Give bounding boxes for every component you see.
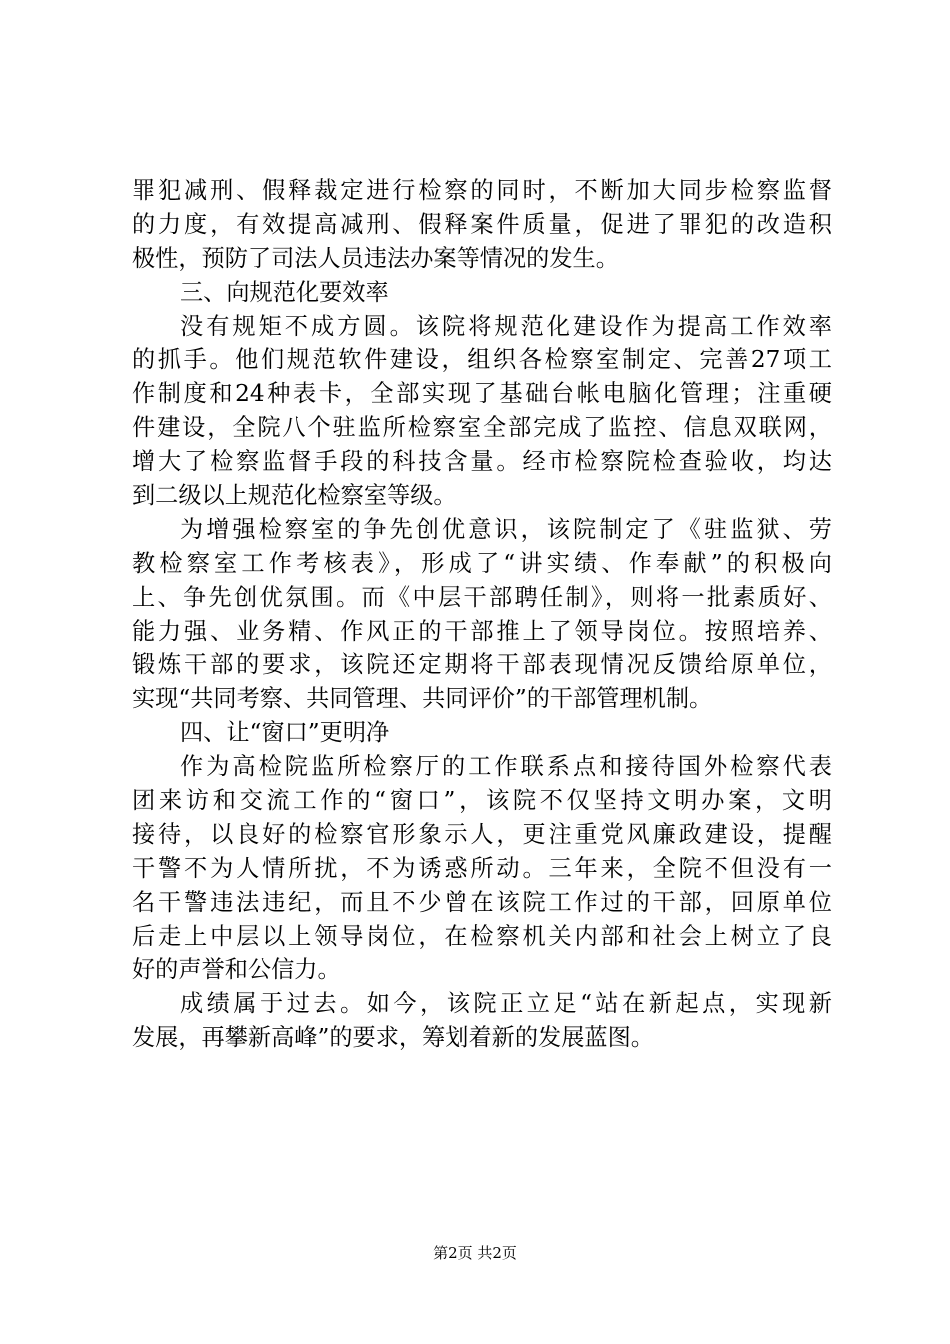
paragraph-line: 作制度和24种表卡，全部实现了基础台帐电脑化管理；注重硬 — [132, 380, 832, 408]
paragraph-line: 团来访和交流工作的“窗口”，该院不仅坚持文明办案，文明 — [132, 787, 832, 815]
document-body — [132, 174, 832, 1055]
paragraph-line: 件建设，全院八个驻监所检察室全部完成了监控、信息双联网， — [132, 414, 832, 442]
section-heading: 三、向规范化要效率 — [180, 278, 389, 306]
paragraph-line: 的力度，有效提高减刑、假释案件质量，促进了罪犯的改造积 — [132, 210, 832, 238]
paragraph-line: 增大了检察监督手段的科技含量。经市检察院检查验收，均达 — [132, 448, 832, 476]
paragraph-line: 干警不为人情所扰，不为诱惑所动。三年来，全院不但没有一 — [132, 854, 832, 882]
paragraph-line: 锻炼干部的要求，该院还定期将干部表现情况反馈给原单位， — [132, 651, 832, 679]
section-heading: 四、让“窗口”更明净 — [180, 719, 390, 747]
paragraph-line: 极性，预防了司法人员违法办案等情况的发生。 — [132, 244, 619, 272]
paragraph-line: 教检察室工作考核表》，形成了“讲实绩、作奉献”的积极向 — [132, 549, 832, 577]
paragraph-line: 后走上中层以上领导岗位，在检察机关内部和社会上树立了良 — [132, 922, 832, 950]
paragraph-line: 名干警违法违纪，而且不少曾在该院工作过的干部，回原单位 — [132, 888, 832, 916]
paragraph-line: 上、争先创优氛围。而《中层干部聘任制》，则将一批素质好、 — [132, 583, 832, 611]
paragraph-line: 为增强检察室的争先创优意识，该院制定了《驻监狱、劳 — [180, 515, 832, 543]
paragraph-line: 发展，再攀新高峰”的要求，筹划着新的发展蓝图。 — [132, 1024, 654, 1052]
paragraph-line: 成绩属于过去。如今，该院正立足“站在新起点，实现新 — [180, 990, 832, 1018]
page-number-footer: 第2页 共2页 — [433, 1244, 517, 1262]
paragraph-line: 没有规矩不成方圆。该院将规范化建设作为提高工作效率 — [180, 312, 832, 340]
paragraph-line: 好的声誉和公信力。 — [132, 956, 341, 984]
paragraph-line: 作为高检院监所检察厅的工作联系点和接待国外检察代表 — [180, 753, 832, 781]
paragraph-line: 到二级以上规范化检察室等级。 — [132, 482, 457, 510]
paragraph-line: 能力强、业务精、作风正的干部推上了领导岗位。按照培养、 — [132, 617, 832, 645]
paragraph-line: 罪犯减刑、假释裁定进行检察的同时，不断加大同步检察监督 — [132, 177, 832, 204]
paragraph-line: 实现“共同考察、共同管理、共同评价”的干部管理机制。 — [132, 685, 713, 713]
paragraph-line: 的抓手。他们规范软件建设，组织各检察室制定、完善27项工 — [132, 346, 832, 374]
paragraph-line: 接待，以良好的检察官形象示人，更注重党风廉政建设，提醒 — [132, 820, 832, 848]
